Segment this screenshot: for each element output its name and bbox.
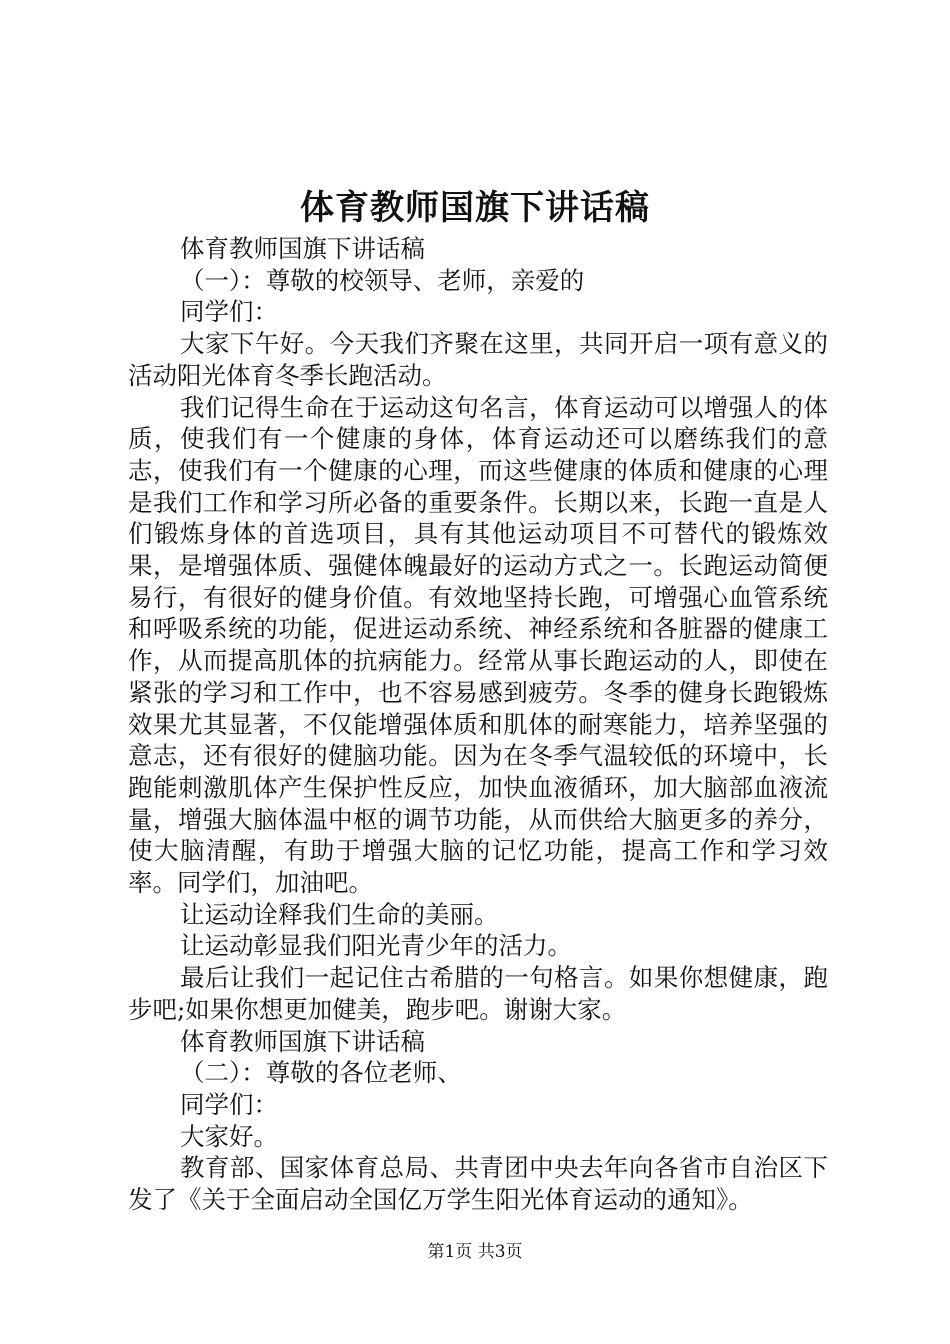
paragraph: 让运动彰显我们阳光青少年的活力。 (180, 931, 572, 961)
paragraph: （一）：尊敬的校领导、老师，亲爱的 (180, 265, 585, 295)
document-body (128, 233, 828, 1216)
paragraph: （二）：尊敬的各位老师、 (180, 1058, 462, 1088)
paragraph: 同学们： (180, 297, 278, 327)
page-footer: 第1页 共3页 (427, 1242, 523, 1262)
paragraph: 同学们： (180, 1089, 278, 1119)
paragraph: 大家好。 (180, 1121, 278, 1151)
paragraph: 体育教师国旗下讲话稿 (180, 1026, 425, 1056)
paragraph: 我们记得生命在于运动这句名言，体育运动可以增强人的体质，使我们有一个健康的身体，体育运动还可以磨练我们的意志，使我们有一个健康的心理，而这些健康的体质和健康的心理是我们工作和学习所必备的重要条件。长期以来，长跑一直是人们锻炼身体的首选项目，具有其他运动项目不可替代的锻炼效果，是增强体质、强健体魄最好的运动方式之一。长跑运动简便易行，有很好的健身价值。有效地坚持长跑，可增强心血管系统和呼吸系统的功能，促进运动系统、神经系统和各脏器的健康工作，从而提高肌体的抗病能力。经常从事长跑运动的人，即使在紧张的学习和工作中，也不容易感到疲劳。冬季的健身长跑锻炼效果尤其显著，不仅能增强体质和肌体的耐寒能力，培养坚强的意志，还有很好的健脑功能。因为在冬季气温较低的环境中，长跑能刺激肌体产生保护性反应，加快血液循环，加大脑部血液流量，增强大脑体温中枢的调节功能，从而供给大脑更多的养分，使大脑清醒，有助于增强大脑的记忆功能，提高工作和学习效率。同学们，加油吧。 (128, 392, 828, 898)
document-title: 体育教师国旗下讲话稿 (300, 188, 650, 228)
paragraph: 大家下午好。今天我们齐聚在这里，共同开启一项有意义的活动阳光体育冬季长跑活动。 (128, 329, 828, 390)
paragraph: 体育教师国旗下讲话稿 (180, 234, 425, 263)
paragraph: 最后让我们一起记住古希腊的一句格言。如果你想健康，跑步吧;如果你想更加健美，跑步吧。谢谢大家。 (128, 963, 828, 1024)
paragraph: 让运动诠释我们生命的美丽。 (180, 899, 499, 929)
paragraph: 教育部、国家体育总局、共青团中央去年向各省市自治区下发了《关于全面启动全国亿万学生阳光体育运动的通知》。 (128, 1153, 828, 1215)
